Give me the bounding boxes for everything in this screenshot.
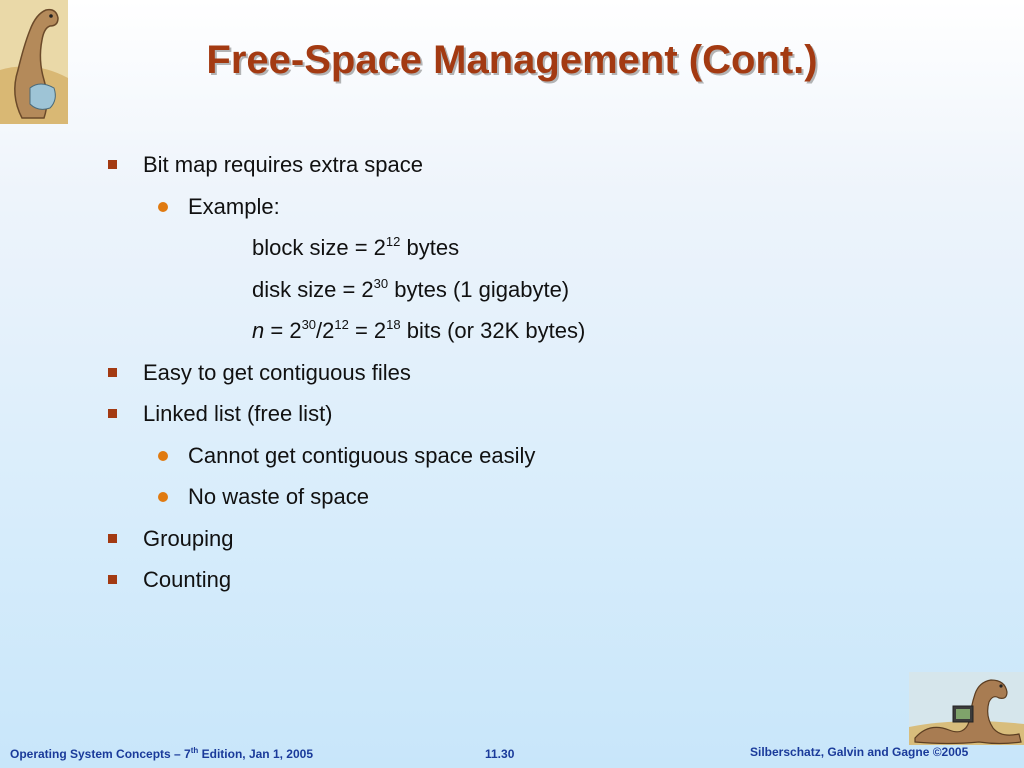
slide-title: Free-Space Management (Cont.)	[206, 38, 818, 82]
bullet-bitmap: Bit map requires extra space	[143, 152, 424, 177]
square-bullet-icon	[108, 575, 117, 584]
bullet-contiguous: Easy to get contiguous files	[143, 360, 411, 385]
sub-bullet-cannot-get: Cannot get contiguous space easily	[188, 443, 536, 468]
example-disk-size: disk size = $2^{30}$ bytes (1 gigabyte)	[252, 276, 570, 302]
round-bullet-icon	[158, 492, 168, 502]
bullet-grouping: Grouping	[143, 526, 234, 551]
footer-left: Operating System Concepts – 7th Edition, Jan 1, 2005	[10, 746, 314, 761]
example-block-size: block size = $2^{12}$ bytes	[252, 234, 460, 260]
example-n-bits: $n = 2^{30}/2^{12} = 2^{18}$ bits (or 32K bytes)	[252, 317, 586, 343]
square-bullet-icon	[108, 160, 117, 169]
square-bullet-icon	[108, 534, 117, 543]
sub-bullet-no-waste: No waste of space	[188, 484, 369, 509]
dinosaur-laptop-logo-icon	[909, 672, 1024, 745]
bullet-linked-list: Linked list (free list)	[143, 401, 333, 426]
round-bullet-icon	[158, 202, 168, 212]
footer-page-number: 11.30	[485, 747, 515, 761]
sub-bullet-example: Example:	[188, 194, 280, 219]
footer-right: Silberschatz, Galvin and Gagne ©2005	[750, 745, 969, 759]
bullet-counting: Counting	[143, 567, 232, 592]
square-bullet-icon	[108, 409, 117, 418]
round-bullet-icon	[158, 451, 168, 461]
square-bullet-icon	[108, 368, 117, 377]
